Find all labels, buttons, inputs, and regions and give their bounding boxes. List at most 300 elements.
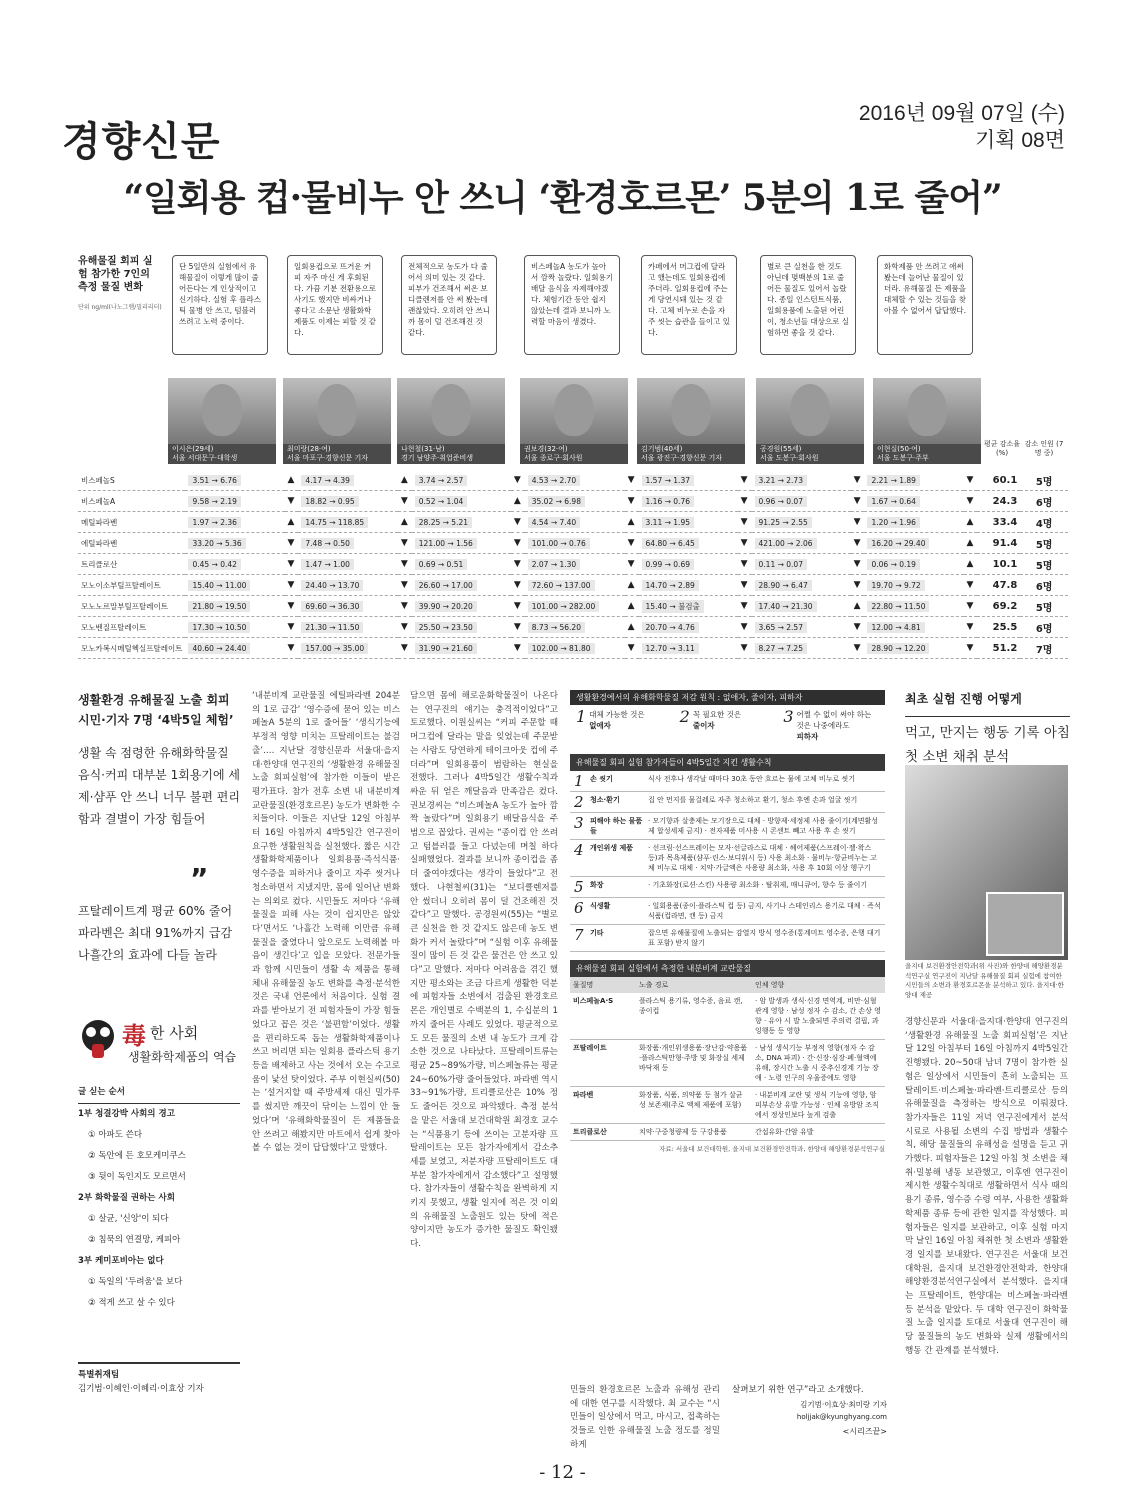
participant-name: 권보경(32·여) xyxy=(524,445,568,453)
measurement-value: 101.00 → 282.00 xyxy=(528,601,600,612)
measurement-cell xyxy=(864,596,963,617)
measurement-value: 1.20 → 1.96 xyxy=(867,517,919,528)
measurement-value: 4.54 → 7.40 xyxy=(528,517,580,528)
table-row xyxy=(78,491,1068,512)
tip-row xyxy=(570,792,885,813)
portrait-face xyxy=(554,384,594,436)
chem-route-cell: 화장품, 식품, 의약품 등 첨가 살균성 보존제(주로 액체 제품에 포함) xyxy=(636,1087,752,1124)
tip-category: 식생활 xyxy=(590,902,611,910)
measurement-cell xyxy=(525,512,625,533)
avg-reduction: 33.4 xyxy=(977,512,1020,533)
arrow-up-icon: ▲ xyxy=(625,575,639,596)
arrow-down-icon: ▼ xyxy=(511,638,525,659)
tip-number: 1 xyxy=(574,772,584,790)
arrow-down-icon: ▼ xyxy=(285,596,299,617)
measurement-value: 121.00 → 1.56 xyxy=(415,538,477,549)
chem-effect-cell: · 암 발생과 생식·신경 면역계, 비만·심혈관계 영향 · 남성 정자 수 감소, 간 손상 영향 · 유아 시 발 노출되면 주의력 결핍, 과잉행동 등 영향 xyxy=(752,993,885,1040)
avg-reduction: 51.2 xyxy=(977,638,1020,659)
measurement-cell xyxy=(525,470,625,491)
gas-mask-icon xyxy=(78,1014,118,1064)
measurement-value: 3.21 → 2.73 xyxy=(755,475,807,486)
principle-number: 3 xyxy=(783,707,794,726)
arrow-down-icon: ▼ xyxy=(851,533,865,554)
arrow-down-icon: ▼ xyxy=(738,491,752,512)
issue-date: 2016년 09월 07일 (수) xyxy=(858,102,1065,125)
measurement-cell xyxy=(185,575,284,596)
measurement-cell xyxy=(864,470,963,491)
chem-name-cell: 파라벤 xyxy=(570,1087,636,1124)
tip-row xyxy=(570,877,885,898)
measurement-cell xyxy=(525,596,625,617)
arrow-down-icon: ▼ xyxy=(398,596,412,617)
arrow-down-icon: ▼ xyxy=(738,575,752,596)
measurement-cell xyxy=(412,512,511,533)
portrait-face xyxy=(790,384,830,436)
measurement-value: 421.00 → 2.06 xyxy=(755,538,817,549)
measurement-cell xyxy=(639,512,738,533)
participant-desc: 서울 도봉구·주부 xyxy=(877,454,929,462)
measurement-value: 14.70 → 2.89 xyxy=(642,580,699,591)
measurement-cell xyxy=(639,533,738,554)
headline: “일회용 컵·물비누 안 쓰니 ‘환경호르몬’ 5분의 1로 줄어” xyxy=(123,177,1002,219)
series-toc xyxy=(78,1082,240,1314)
measurement-value: 12.00 → 4.81 xyxy=(867,622,924,633)
measurement-value: 7.48 → 0.50 xyxy=(301,538,353,549)
principle-item xyxy=(783,709,879,742)
byline-email: holjjak@kyunghyang.com xyxy=(796,1413,887,1422)
measurement-value: 69.60 → 36.30 xyxy=(301,601,363,612)
arrow-down-icon: ▼ xyxy=(964,638,978,659)
measurement-cell xyxy=(298,638,397,659)
measurement-value: 33.20 → 5.36 xyxy=(188,538,245,549)
measurement-cell xyxy=(752,617,851,638)
table-row xyxy=(78,638,1068,659)
tip-number: 4 xyxy=(574,841,584,859)
reduced-count: 5명 xyxy=(1020,533,1068,554)
measurement-cell xyxy=(864,575,963,596)
chem-heading: 유해물질 회피 실험에서 측정한 내분비계 교란물질 xyxy=(570,960,885,977)
series-end: <시리즈끝> xyxy=(842,1427,887,1437)
arrow-up-icon: ▲ xyxy=(625,512,639,533)
measurement-value: 4.17 → 4.39 xyxy=(301,475,353,486)
measurement-value: 28.90 → 12.20 xyxy=(867,643,929,654)
measurement-value: 1.16 → 0.76 xyxy=(642,496,694,507)
arrow-down-icon: ▼ xyxy=(625,638,639,659)
avg-reduction: 91.4 xyxy=(977,533,1020,554)
quote-mark: ” xyxy=(190,862,209,895)
col4-tail xyxy=(732,1384,887,1439)
measurement-cell xyxy=(752,491,851,512)
participant-nameplate xyxy=(756,444,864,464)
reduced-count: 5명 xyxy=(1020,596,1068,617)
measurement-cell xyxy=(185,491,284,512)
reduced-count: 6명 xyxy=(1020,617,1068,638)
tip-detail: · 일회용품(종이·플라스틱 컵 등) 금지, 사기나 스테인리스 용기로 대체 · 즉석식품(컵라면, 캔 등) 금지 xyxy=(648,902,881,920)
body-column-3-tail xyxy=(570,1384,720,1453)
arrow-down-icon: ▼ xyxy=(285,617,299,638)
measurement-cell xyxy=(639,638,738,659)
arrow-down-icon: ▼ xyxy=(625,491,639,512)
participant-photo xyxy=(756,378,864,444)
participant-photo xyxy=(283,378,391,444)
measurement-cell xyxy=(639,575,738,596)
toc-item: ③ 뒷이 독인지도 모르면서 xyxy=(88,1172,186,1182)
measurement-cell xyxy=(525,617,625,638)
measurement-cell xyxy=(412,575,511,596)
principles-row xyxy=(570,705,885,746)
measurement-cell xyxy=(185,554,284,575)
measurement-value: 91.25 → 2.55 xyxy=(755,517,812,528)
tip-row xyxy=(570,813,885,840)
series-logo xyxy=(78,1014,240,1070)
lab-photo-inset xyxy=(986,892,1064,956)
measurement-cell xyxy=(298,596,397,617)
arrow-down-icon: ▼ xyxy=(738,596,752,617)
arrow-up-icon: ▲ xyxy=(285,470,299,491)
measurement-value: 17.40 → 21.30 xyxy=(755,601,817,612)
tip-detail: · 선크림·선스프레이는 모자·선글라스로 대체 · 헤어제품(스프레이·젤·왁스 등)과 목욕제품(샴푸·린스·보디워시 등) 사용 최소화 · 물비누·항균비누는 고체 비누로 대체 · 치약·가글액은 사용량 최소화, 사용 후 10회 이상 헹구기 xyxy=(648,844,877,872)
participant-quote: 일회용컵으로 뜨거운 커피 자주 마신 게 후회된다. 가끔 기분 전환용으로 사기도 했지만 비싸거나 좋다고 소문난 생활화학제품도 이제는 피할 것 같다. xyxy=(287,255,383,355)
measurement-cell xyxy=(298,575,397,596)
page-number: - 12 - xyxy=(539,1462,586,1483)
reduced-count: 6명 xyxy=(1020,575,1068,596)
portrait-face xyxy=(431,384,471,436)
measurement-cell xyxy=(298,512,397,533)
chem-row xyxy=(570,1087,885,1124)
arrow-down-icon: ▼ xyxy=(511,575,525,596)
tip-number: 5 xyxy=(574,878,584,896)
measurement-value: 0.52 → 1.04 xyxy=(415,496,467,507)
participant-desc: 서울 서대문구·대학생 xyxy=(172,454,238,462)
arrow-down-icon: ▼ xyxy=(511,554,525,575)
measurement-value: 157.00 → 35.00 xyxy=(301,643,368,654)
participant-desc: 서울 도봉구·회사원 xyxy=(760,454,819,462)
participant-quote: 카페에서 머그컵에 달라고 했는데도 일회용컵에 주더라. 일회용컵에 주는 게 당연시돼 있는 것 같다. 고체 비누로 손을 자주 씻는 습관을 들이고 있다. xyxy=(641,255,737,355)
arrow-down-icon: ▼ xyxy=(625,533,639,554)
col3-tail-text: 민들의 환경호르몬 노출과 유해성 관리에 대한 연구를 시작했다. 최 교수는 “시민들이 일상에서 먹고, 마시고, 접촉하는 것들로 인한 유해물질 노출 정도를 정밀하게 xyxy=(570,1385,720,1450)
body-column-2: 담으면 몸에 해로운화학물질이 나온다는 연구진의 얘기는 충격적이었다”고 토로했다. 이원실씨는 “커피 주문할 때 머그컵에 달라는 말을 잊었는데 주문받는 사람도 당연하게 테이크아웃 컵에 주더라”며 일회용품이 범람하는 현실을 전했다. 그러나 4박5일간 생활수칙과 싸운 뒤 얻은 깨달음과 만족감은 컸다. 권보경씨는 “비스페놀A 농도가 높아 깜짝 놀랐다”며 일회용기 배달음식을 주범으로 꼽았다. 권씨는 “종이컵 안 쓰려고 텀블러를 들고 다녔는데 며칠 하다 실패했었다. 결과를 보니까 종이컵을 좀 더 줄여야겠다는 생각이 들었다”고 전했다. 나현철씨(31)는 “보디클렌저를 안 썼더니 오히려 몸이 덜 건조해진 것 같다”고 말했다. 공경원씨(55)는 “별로 큰 실천을 한 것 같지도 않은데 농도 변화가 커서 놀랐다”며 “실험 이후 유해물질이 많이 든 것 같은 물건은 안 쓰고 있다”고 말했다. 저마다 어려움을 겪긴 했지만 평소와는 조금 다르게 생활한 덕분에 피험자들 소변에서 검출된 환경호르몬은 개인별로 수백분의 1, 수십분의 1까지 줄어든 사례도 있었다. 평균적으로도 모든 물질의 소변 내 농도가 크게 감소한 것으로 나타났다. 프탈레이트류는 평균 25~89%가량, 비스페놀류는 평균 24~60%가량 줄어들었다. 파라벤 역시 33~91%가량, 트리클로산은 10% 정도 줄어든 것으로 파악됐다. 측정 분석을 맡은 서울대 보건대학원 최경호 교수는 “식품용기 등에 쓰이는 고분자량 프탈레이트는 모든 참가자에게서 감소추세를 보였고, 저분자량 프탈레이트도 대부분 참가자에게서 감소했다”고 설명했다. 참가자들이 생활수칙을 완벽하게 지키지 못했고, 생활 일지에 적은 것 이외의 유해물질 노출원도 있는 탓에 적은 양이지만 농도가 증가한 물질도 확인됐다. xyxy=(410,691,558,1250)
tip-row xyxy=(570,898,885,925)
table-row xyxy=(78,617,1068,638)
measurement-cell xyxy=(185,638,284,659)
participant-name: 이현실(50·여) xyxy=(877,445,921,453)
measurement-cell xyxy=(298,554,397,575)
measurement-value: 15.40 → 11.00 xyxy=(188,580,250,591)
participant-desc: 서울 종로구·회사원 xyxy=(524,454,583,462)
arrow-up-icon: ▲ xyxy=(625,596,639,617)
measurement-value: 28.25 → 5.21 xyxy=(415,517,472,528)
measurement-value: 40.60 → 24.40 xyxy=(188,643,250,654)
table-row xyxy=(78,596,1068,617)
measurement-value: 31.90 → 21.60 xyxy=(415,643,477,654)
measurement-cell xyxy=(864,491,963,512)
arrow-down-icon: ▼ xyxy=(398,554,412,575)
arrow-down-icon: ▼ xyxy=(738,512,752,533)
arrow-down-icon: ▼ xyxy=(398,617,412,638)
principle-text: 대체 가능한 것은 xyxy=(589,710,645,719)
toc-item: ① 독일의 '두려움'을 보다 xyxy=(88,1277,183,1287)
measurement-cell xyxy=(864,533,963,554)
table-row xyxy=(78,575,1068,596)
measurement-cell xyxy=(412,554,511,575)
reduced-count: 7명 xyxy=(1020,638,1068,659)
arrow-down-icon: ▼ xyxy=(964,491,978,512)
measurement-cell xyxy=(298,533,397,554)
pull-summary: 프탈레이트계 평균 60% 줄어 파라벤은 최대 91%까지 급감 나흘간의 효과에 다들 놀라 xyxy=(78,904,233,962)
chemical-name: 모노카복시메틸헥실프탈레이트 xyxy=(78,638,185,659)
arrow-down-icon: ▼ xyxy=(511,596,525,617)
measurement-value: 1.57 → 1.37 xyxy=(642,475,694,486)
measurement-value: 28.90 → 6.47 xyxy=(755,580,812,591)
avg-reduction: 60.1 xyxy=(977,470,1020,491)
arrow-down-icon: ▼ xyxy=(964,575,978,596)
measurement-cell xyxy=(639,617,738,638)
arrow-up-icon: ▲ xyxy=(398,470,412,491)
measurement-cell xyxy=(639,491,738,512)
tip-category: 개인위생 제품 xyxy=(590,844,634,852)
chem-table xyxy=(570,977,885,1141)
arrow-down-icon: ▼ xyxy=(285,554,299,575)
arrow-down-icon: ▼ xyxy=(851,575,865,596)
measurement-value: 1.67 → 0.64 xyxy=(867,496,919,507)
measurement-cell xyxy=(752,575,851,596)
tip-category: 기타 xyxy=(590,929,604,937)
arrow-down-icon: ▼ xyxy=(285,491,299,512)
participant-nameplate xyxy=(520,444,628,464)
chem-effect-cell: 간섭유화·간암 유발 xyxy=(752,1124,885,1141)
portrait-face xyxy=(671,384,711,436)
tip-category: 손 씻기 xyxy=(590,775,613,783)
measurement-cell xyxy=(298,617,397,638)
measurement-value: 2.21 → 1.89 xyxy=(867,475,919,486)
measurement-value: 0.11 → 0.07 xyxy=(755,559,807,570)
measurement-cell xyxy=(864,617,963,638)
chemical-name: 비스페놀A xyxy=(78,491,185,512)
principle-item xyxy=(680,709,776,742)
avg-reduction: 47.8 xyxy=(977,575,1020,596)
sidebar-subhead: 먹고, 만지는 행동 기록 아침 첫 소변 채취 분석 xyxy=(905,716,1070,769)
measurement-value: 0.06 → 0.19 xyxy=(867,559,919,570)
measurement-cell xyxy=(412,638,511,659)
graphic-unit: 단위 ng/ml(나노그램/밀리리터) xyxy=(78,304,162,311)
arrow-down-icon: ▼ xyxy=(964,470,978,491)
measurement-table xyxy=(78,470,1068,659)
measurement-value: 22.80 → 11.50 xyxy=(867,601,929,612)
table-row xyxy=(78,512,1068,533)
arrow-down-icon: ▼ xyxy=(851,512,865,533)
measurement-cell xyxy=(412,617,511,638)
chem-name-cell: 비스페놀A·S xyxy=(570,993,636,1040)
measurement-cell xyxy=(864,638,963,659)
tip-detail: · 기초화장(로션·스킨) 사용량 최소화 · 탈취제, 매니큐어, 향수 등 줄이기 xyxy=(648,881,868,889)
measurement-value: 4.53 → 2.70 xyxy=(528,475,580,486)
newspaper-logo: 경향신문 xyxy=(62,118,221,165)
arrow-down-icon: ▼ xyxy=(738,617,752,638)
measurement-value: 35.02 → 6.98 xyxy=(528,496,585,507)
measurement-value: 26.60 → 17.00 xyxy=(415,580,477,591)
tip-category: 화장 xyxy=(590,881,604,889)
measurement-value: 3.51 → 6.76 xyxy=(188,475,240,486)
tip-number: 3 xyxy=(574,814,584,832)
arrow-up-icon: ▲ xyxy=(511,491,525,512)
measurement-cell xyxy=(752,596,851,617)
reduced-count: 5명 xyxy=(1020,554,1068,575)
toc-item: ② 독안에 든 호모케미쿠스 xyxy=(88,1151,186,1161)
arrow-up-icon: ▲ xyxy=(851,596,865,617)
measurement-cell xyxy=(864,554,963,575)
measurement-cell xyxy=(298,470,397,491)
principle-item xyxy=(576,709,672,742)
chem-effect-cell: · 남성 생식기능 부정적 영향(정자 수 감소, DNA 파괴) · 간·신장·심장·폐·혈액에 유해, 장시간 노출 시 중추신경계 기능 장애 · 노령 인구의 우울증에도 영향 xyxy=(752,1040,885,1087)
series-title: 한 사회 xyxy=(150,1024,199,1042)
participant-photo xyxy=(168,378,276,444)
toc-item: ① 살균, '신앙'이 되다 xyxy=(88,1214,169,1224)
participant-name: 최미랑(28·여) xyxy=(287,445,331,453)
participant-photo xyxy=(397,378,505,444)
participant-quote: 화학제품 안 쓰려고 애써봤는데 늘어난 물질이 있더라. 유해물질 든 제품을 대체할 수 있는 것들을 찾아볼 수 없어서 답답했다. xyxy=(877,255,973,355)
measurement-cell xyxy=(752,638,851,659)
chem-route-cell: 플라스틱 용기류, 영수증, 음료 캔, 종이컵 xyxy=(636,993,752,1040)
arrow-down-icon: ▼ xyxy=(738,638,752,659)
measurement-value: 9.58 → 2.19 xyxy=(188,496,240,507)
arrow-down-icon: ▼ xyxy=(398,638,412,659)
arrow-down-icon: ▼ xyxy=(851,617,865,638)
section-page: 기획 08면 xyxy=(974,129,1065,152)
toc-item: 3부 케미포비아는 없다 xyxy=(78,1256,164,1266)
chem-col-route: 노출 경로 xyxy=(636,977,752,993)
measurement-cell xyxy=(298,491,397,512)
credit-box xyxy=(78,1362,240,1396)
chemical-name: 메틸파라벤 xyxy=(78,512,185,533)
arrow-down-icon: ▼ xyxy=(964,596,978,617)
chem-col-name: 물질명 xyxy=(570,977,636,993)
chemical-name: 모노이소부틸프탈레이트 xyxy=(78,575,185,596)
portrait-face xyxy=(317,384,357,436)
measurement-cell xyxy=(525,554,625,575)
measurement-cell xyxy=(639,596,738,617)
participant-quote: 별로 큰 실천을 한 것도 아닌데 몇백분의 1로 줄어든 물질도 있어서 놀랐다. 종일 인스턴트식품, 일회용품에 노출된 어린이, 청소년들 대상으로 실험하면 좋을 것 같다. xyxy=(760,255,856,355)
tip-category: 피해야 하는 물품들 xyxy=(590,817,643,835)
participant-quote: 단 5일만의 실험에서 유해물질이 이렇게 많이 줄어든다는 게 인상적이고 신기하다. 실험 후 플라스틱 물병 안 쓰고, 텀블러 쓰려고 노력 중이다. xyxy=(172,255,268,355)
body-column-1: ‘내분비계 교란물질 에틸파라벤 204분의 1로 급감’ ‘영수증에 묻어 있는 비스페놀A 5분의 1로 줄어들’ ‘생식기능에 부정적 영향 미치는 프탈레이트는 불검출’…. 지난달 경향신문과 서울대·을지대·한양대 연구진의 ‘생활환경 유해물질 노출 회피실험’에 참가한 이들이 받은 평가표다. 참가 전후 소변 내 내분비계 교란물질(환경호르몬) 농도가 변화한 수치들이다. 이들은 지난달 12일 아침부터 16일 아침까지 4박5일간 연구진이 요구한 생활원칙을 실천했다. 짧은 시간 생활화학제품이나 일회용품·즉석식품·영수증을 피하거나 줄이고 자주 씻거나 청소하면서 지냈지만, 몸에 일어난 변화는 의외로 컸다. 시민들도 저마다 ‘유해물질을 피해 사는 것이 쉽지만은 않았다’면서도 ‘나흘간 노력해 이만큼 유해물질을 줄였다니 앞으로도 노력해볼 마음이 생긴다’고 입을 모았다. 전문가들과 함께 시민들이 생활 속 제품을 통해 체내 유해물질 농도 변화를 측정·분석한 것은 국내 언론에서 처음이다. 실험 결과를 받아보기 전 피험자들이 가장 힘들었다고 꼽은 것은 ‘불편함’이었다. 생활을 편리하도록 돕는 생활화학제품이나 쓰고 버리면 되는 일회용 플라스틱 용기 등을 배제하고 사는 것에서 오는 수고로움이 낯선 탓이었다. 주부 이현실씨(50)는 ‘설거지할 때 주방세제 대신 밀가루를 썼지만 깨끗이 닦이는 느낌이 안 들었다’며 ‘유해화학물질이 든 제품들을 안 쓰려고 해봤지만 마트에서 쉽게 찾아볼 수 없는 것이 답답했다’고 말했다. xyxy=(252,691,400,1154)
measurement-value: 0.96 → 0.07 xyxy=(755,496,807,507)
reduced-count: 5명 xyxy=(1020,470,1068,491)
participant-photo xyxy=(520,378,628,444)
arrow-down-icon: ▼ xyxy=(625,470,639,491)
chem-source: 자료: 서울대 보건대학원, 을지대 보건환경안전학과, 한양대 해양환경분석연구실 xyxy=(659,1145,885,1153)
table-row xyxy=(78,533,1068,554)
reduced-count: 6명 xyxy=(1020,491,1068,512)
arrow-up-icon: ▲ xyxy=(964,554,978,575)
tip-detail: 식사 전후나 생각날 때마다 30초 동안 흐르는 물에 고체 비누로 씻기 xyxy=(648,775,855,783)
measurement-cell xyxy=(639,470,738,491)
measurement-value: 15.40 → 불검출 xyxy=(642,600,704,613)
intro-summary: 생활 속 점령한 유해화학물질 음식·커피 대부분 1회용기에 세제·샴푸 안 쓰니 너무 불편 편리함과 결별이 가장 힘들어 xyxy=(78,746,240,826)
graphic-title-text: 유해물질 회피 실험 참가한 7인의 측정 물질 변화 xyxy=(78,256,153,293)
measurement-cell xyxy=(525,575,625,596)
avg-reduction: 24.3 xyxy=(977,491,1020,512)
arrow-down-icon: ▼ xyxy=(851,554,865,575)
principle-keyword: 줄이자 xyxy=(692,721,715,730)
measurement-cell xyxy=(525,533,625,554)
arrow-down-icon: ▼ xyxy=(738,533,752,554)
avg-reduction: 10.1 xyxy=(977,554,1020,575)
measurement-value: 64.80 → 6.45 xyxy=(642,538,699,549)
series-subtitle: 생활화학제품의 역습 xyxy=(128,1050,237,1064)
principle-text: 어쩔 수 없이 써야 하는 것은 나중에라도 xyxy=(796,710,872,730)
participant-photo xyxy=(637,378,745,444)
arrow-up-icon: ▲ xyxy=(964,512,978,533)
toc-item: 2부 화학물질 권하는 사회 xyxy=(78,1193,175,1203)
measurement-value: 8.27 → 7.25 xyxy=(755,643,807,654)
avg-reduction: 25.5 xyxy=(977,617,1020,638)
measurement-cell xyxy=(412,533,511,554)
chem-effect-cell: · 내분비계 교란 및 생식 기능에 영향, 암 피부손상 유발 가능성 · 인체 유방암 조직에서 정상인보다 높게 검출 xyxy=(752,1087,885,1124)
arrow-up-icon: ▲ xyxy=(285,512,299,533)
participant-name: 이시은(29세) xyxy=(172,445,214,453)
tip-number: 2 xyxy=(574,793,584,811)
arrow-down-icon: ▼ xyxy=(511,617,525,638)
arrow-up-icon: ▲ xyxy=(964,533,978,554)
arrow-down-icon: ▼ xyxy=(398,533,412,554)
measurement-cell xyxy=(864,512,963,533)
measurement-cell xyxy=(185,512,284,533)
count-header: 감소 인원 (7명 중) xyxy=(1024,440,1064,457)
measurement-cell xyxy=(639,554,738,575)
measurement-cell xyxy=(185,470,284,491)
arrow-down-icon: ▼ xyxy=(851,638,865,659)
measurement-value: 8.73 → 56.20 xyxy=(528,622,585,633)
measurement-value: 101.00 → 0.76 xyxy=(528,538,590,549)
toc-item: ① 아파도 쓴다 xyxy=(88,1130,143,1140)
chemical-name: 비스페놀S xyxy=(78,470,185,491)
chemical-name: 모노벤질프탈레이트 xyxy=(78,617,185,638)
measurement-value: 25.50 → 23.50 xyxy=(415,622,477,633)
arrow-down-icon: ▼ xyxy=(964,617,978,638)
reduced-count: 4명 xyxy=(1020,512,1068,533)
measurement-cell xyxy=(525,491,625,512)
graphic-title xyxy=(78,255,160,294)
credit-heading: 특별취재팀 xyxy=(78,1370,120,1380)
tip-number: 7 xyxy=(574,926,584,944)
chem-route-cell: 치약·구중청량제 등 구강용품 xyxy=(636,1124,752,1141)
measurement-value: 17.30 → 10.50 xyxy=(188,622,250,633)
measurement-value: 39.90 → 20.20 xyxy=(415,601,477,612)
left-title: 생활환경 유해물질 노출 회피 시민·기자 7명 ‘4박5일 체험’ xyxy=(78,693,234,727)
tip-category: 청소·환기 xyxy=(590,796,620,804)
photo-caption: 을지대 보건환경안전학과(위 사진)와 한양대 해양환경분석연구실 연구진이 지난달 유해물질 회피 실험에 참여한 시민들의 소변과 환경호르몬을 분석하고 있다. 을지대·한양대 제공 xyxy=(905,962,1064,999)
toc-heading: 글 싣는 순서 xyxy=(78,1082,240,1104)
participant-nameplate xyxy=(397,444,505,464)
tip-row xyxy=(570,840,885,877)
sidebar-heading: 최초 실험 진행 어떻게 xyxy=(905,692,1022,706)
measurement-value: 19.70 → 9.72 xyxy=(867,580,924,591)
chem-route-cell: 화장품·개인위생용품·장난감·약용품·플라스틱만형·주방 및 화장실 세제바닥재 등 xyxy=(636,1040,752,1087)
arrow-down-icon: ▼ xyxy=(851,470,865,491)
arrow-down-icon: ▼ xyxy=(285,533,299,554)
measurement-value: 21.80 → 19.50 xyxy=(188,601,250,612)
participant-quote: 비스페놀A 농도가 높아서 깜짝 놀랐다. 일회용기 배달 음식을 자제해야겠다. 체험기간 동안 쉽지 않았는데 결과 보니까 노력할 마음이 생겼다. xyxy=(524,255,620,355)
tip-row xyxy=(570,925,885,952)
measurement-cell xyxy=(752,512,851,533)
measurement-cell xyxy=(185,596,284,617)
participant-name: 김기범(40세) xyxy=(641,445,683,453)
principles-heading: 생활환경에서의 유해화학물질 저감 원칙 : 없애자, 줄이자, 피하자 xyxy=(570,690,885,705)
arrow-down-icon: ▼ xyxy=(511,512,525,533)
tips-heading: 유해물질 회피 실험 참가자들이 4박5일간 지킨 생활수칙 xyxy=(570,754,885,771)
measurement-value: 24.40 → 13.70 xyxy=(301,580,363,591)
measurement-cell xyxy=(752,533,851,554)
